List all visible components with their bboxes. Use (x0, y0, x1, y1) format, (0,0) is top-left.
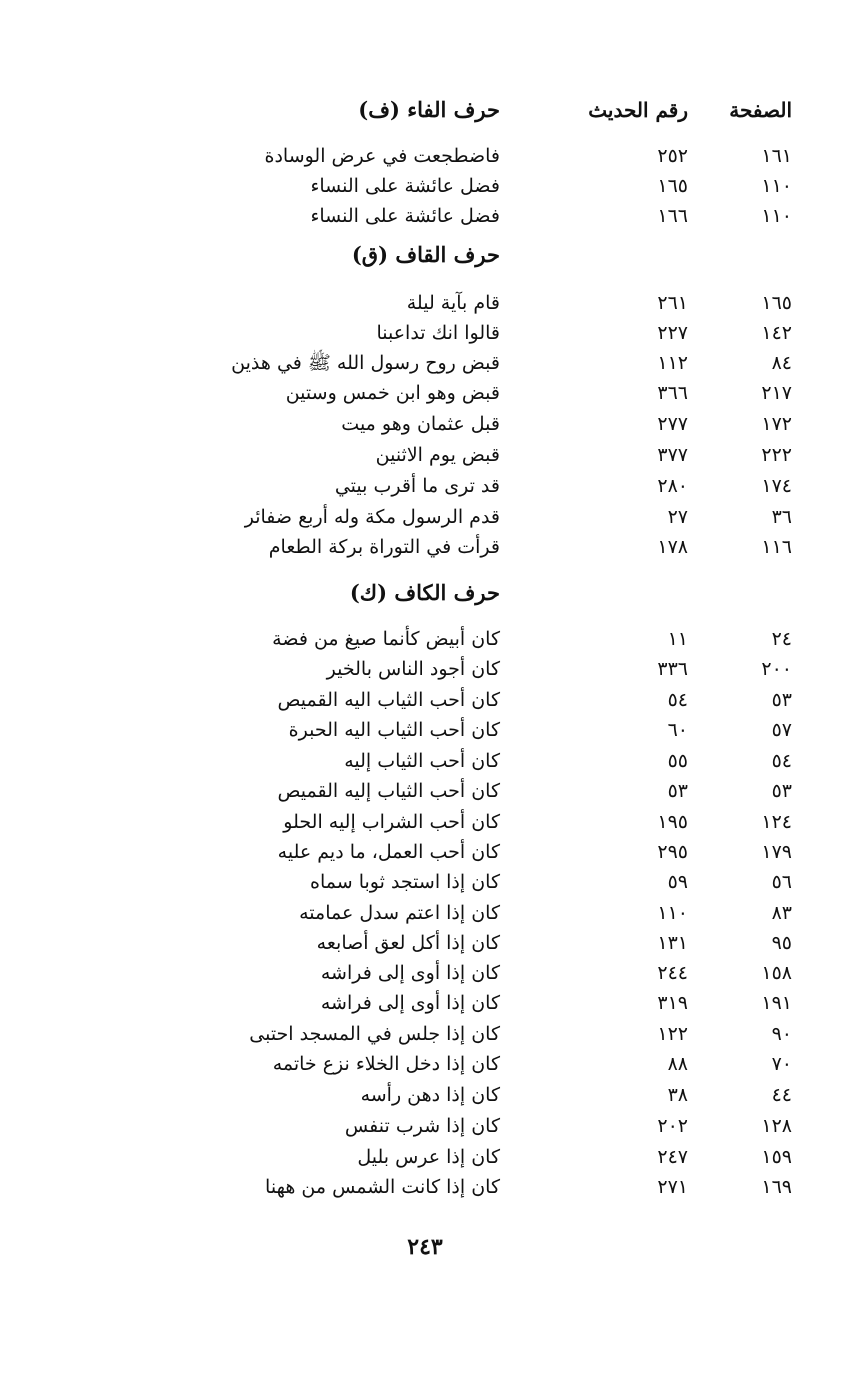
hadith-number: ٢٧ (667, 506, 688, 528)
hadith-text: قدم الرسول مكة وله أربع ضفائر (244, 506, 500, 528)
hadith-text: كان إذا استجد ثوبا سماه (310, 871, 500, 893)
page-number: ٥٦ (771, 871, 792, 893)
hadith-number: ٥٩ (667, 871, 688, 893)
index-row (0, 1142, 850, 1172)
page-number: ٢١٧ (761, 382, 792, 404)
hadith-text: قام بآية ليلة (406, 292, 500, 314)
index-row (0, 807, 850, 837)
hadith-number: ٣٧٧ (657, 444, 688, 466)
page-number: ٢٤ (771, 628, 792, 650)
hadith-text: قبض وهو ابن خمس وستين (285, 382, 500, 404)
hadith-text: كان أحب الثياب إليه القميص (277, 780, 500, 802)
page-number: ٢٢٢ (761, 444, 792, 466)
hadith-text: كان إذا كانت الشمس من ههنا (265, 1176, 500, 1198)
index-row (0, 288, 850, 318)
hadith-text: فضل عائشة على النساء (310, 175, 500, 197)
hadith-text: كان أحب الشراب إليه الحلو (283, 811, 500, 833)
hadith-text: كان أحب الثياب إليه (344, 750, 500, 772)
hadith-text: كان أحب الثياب اليه الحبرة (288, 719, 500, 741)
page-number: ٥٣ (771, 780, 792, 802)
index-row (0, 348, 850, 378)
index-row (0, 171, 850, 201)
index-row (0, 471, 850, 501)
hadith-text: فاضطجعت في عرض الوسادة (264, 145, 500, 167)
hadith-text: كان إذا دهن رأسه (360, 1084, 500, 1106)
index-row (0, 1019, 850, 1049)
hadith-text: كان إذا عرس بليل (357, 1146, 500, 1168)
hadith-text: كان إذا اعتم سدل عمامته (299, 902, 500, 924)
page-number: ١١٠ (761, 205, 792, 227)
index-row (0, 867, 850, 897)
hadith-number: ١٦٥ (657, 175, 688, 197)
page-column-header: الصفحة (729, 98, 792, 122)
page-number: ١٢٨ (761, 1115, 792, 1137)
hadith-text: كان إذا أوى إلى فراشه (320, 992, 500, 1014)
index-row (0, 898, 850, 928)
hadith-text: قبض روح رسول الله ﷺ في هذين (231, 352, 500, 374)
hadith-text: كان إذا جلس في المسجد احتبى (249, 1023, 500, 1045)
index-row (0, 715, 850, 745)
hadith-number: ١١ (667, 628, 688, 650)
hadith-number: ٢٤٧ (657, 1146, 688, 1168)
index-row (0, 1172, 850, 1202)
hadith-number: ٢٦١ (657, 292, 688, 314)
page-number: ١٧٤ (761, 475, 792, 497)
hadith-number: ١٩٥ (657, 811, 688, 833)
hadith-text: قبل عثمان وهو ميت (341, 413, 500, 435)
hadith-text: كان إذا أوى إلى فراشه (320, 962, 500, 984)
page-number: ١١٦ (761, 536, 792, 558)
hadith-number: ٣١٩ (657, 992, 688, 1014)
index-row (0, 928, 850, 958)
hadith-number: ٢٩٥ (657, 841, 688, 863)
hadith-number: ٢٥٢ (657, 145, 688, 167)
index-row (0, 502, 850, 532)
hadith-text: فضل عائشة على النساء (310, 205, 500, 227)
index-row (0, 1080, 850, 1110)
page-number: ٥٧ (771, 719, 792, 741)
index-row (0, 440, 850, 470)
page-number: ٥٤ (771, 750, 792, 772)
index-row (0, 532, 850, 562)
hadith-number: ١٢٢ (657, 1023, 688, 1045)
index-row (0, 409, 850, 439)
hadith-text: كان أحب الثياب اليه القميص (277, 689, 500, 711)
index-row (0, 654, 850, 684)
page-number: ١٦٩ (761, 1176, 792, 1198)
hadith-text: قد ترى ما أقرب بيتي (334, 475, 500, 497)
section-title-row (0, 240, 850, 270)
hadith-text: قرأت في التوراة بركة الطعام (268, 536, 500, 558)
index-row (0, 141, 850, 171)
section-title: حرف القاف (ق) (351, 242, 500, 267)
hadith-number: ٥٣ (667, 780, 688, 802)
hadith-text: كان إذا أكل لعق أصابعه (316, 932, 500, 954)
page-number: ٥٣ (771, 689, 792, 711)
hadith-number: ٥٤ (667, 689, 688, 711)
hadith-text: كان أجود الناس بالخير (326, 658, 500, 680)
hadith-number: ٣٨ (667, 1084, 688, 1106)
hadith-number: ٢٧٧ (657, 413, 688, 435)
hadith-number: ٣٦٦ (657, 382, 688, 404)
section-title-row (0, 578, 850, 608)
page-number: ١٧٩ (761, 841, 792, 863)
hadith-number: ٢٤٤ (657, 962, 688, 984)
hadith-number: ٥٥ (667, 750, 688, 772)
hadith-number: ١٣١ (657, 932, 688, 954)
hadith-number: ٢٠٢ (657, 1115, 688, 1137)
index-row (0, 988, 850, 1018)
page-number: ١٩١ (761, 992, 792, 1014)
hadith-number: ٢٨٠ (657, 475, 688, 497)
page-number: ١٤٢ (761, 322, 792, 344)
hadith-number: ١١٠ (657, 902, 688, 924)
index-row (0, 776, 850, 806)
hadith-text: قبض يوم الاثنين (375, 444, 500, 466)
section-title: حرف الفاء (ف) (358, 97, 500, 122)
page-number: ١٥٩ (761, 1146, 792, 1168)
hadith-number: ١١٢ (657, 352, 688, 374)
index-row (0, 685, 850, 715)
index-row (0, 1049, 850, 1079)
page-number: ٩٠ (771, 1023, 792, 1045)
page-number: ١٦٥ (761, 292, 792, 314)
page-number: ١٥٨ (761, 962, 792, 984)
page-number: ٢٠٠ (761, 658, 792, 680)
hadith-number: ٢٢٧ (657, 322, 688, 344)
index-row (0, 958, 850, 988)
section-title: حرف الكاف (ك) (349, 580, 500, 605)
hadith-text: كان أحب العمل، ما ديم عليه (277, 841, 500, 863)
hadith-number-column-header: رقم الحديث (588, 98, 688, 122)
page-number: ٤٤ (771, 1084, 792, 1106)
page-number: ٧٠ (771, 1053, 792, 1075)
index-row (0, 624, 850, 654)
page-footer-number: ٢٤٣ (407, 1234, 443, 1260)
hadith-text: كان أبيض كأنما صيغ من فضة (272, 628, 500, 650)
page-number: ١٧٢ (761, 413, 792, 435)
index-row (0, 201, 850, 231)
index-row (0, 1111, 850, 1141)
page-number: ١١٠ (761, 175, 792, 197)
hadith-number: ١٧٨ (657, 536, 688, 558)
hadith-number: ٢٧١ (657, 1176, 688, 1198)
index-row (0, 318, 850, 348)
page-number: ٩٥ (771, 932, 792, 954)
hadith-number: ٣٣٦ (657, 658, 688, 680)
hadith-number: ١٦٦ (657, 205, 688, 227)
index-row (0, 378, 850, 408)
index-row (0, 746, 850, 776)
page-number: ٨٤ (771, 352, 792, 374)
hadith-text: قالوا انك تداعبنا (376, 322, 500, 344)
page-number: ١٢٤ (761, 811, 792, 833)
page-number: ٣٦ (771, 506, 792, 528)
hadith-number: ٨٨ (667, 1053, 688, 1075)
index-row (0, 837, 850, 867)
hadith-text: كان إذا دخل الخلاء نزع خاتمه (272, 1053, 500, 1075)
column-header-row (0, 95, 850, 125)
page-number: ١٦١ (761, 145, 792, 167)
hadith-number: ٦٠ (667, 719, 688, 741)
page-number: ٨٣ (771, 902, 792, 924)
hadith-text: كان إذا شرب تنفس (344, 1115, 500, 1137)
